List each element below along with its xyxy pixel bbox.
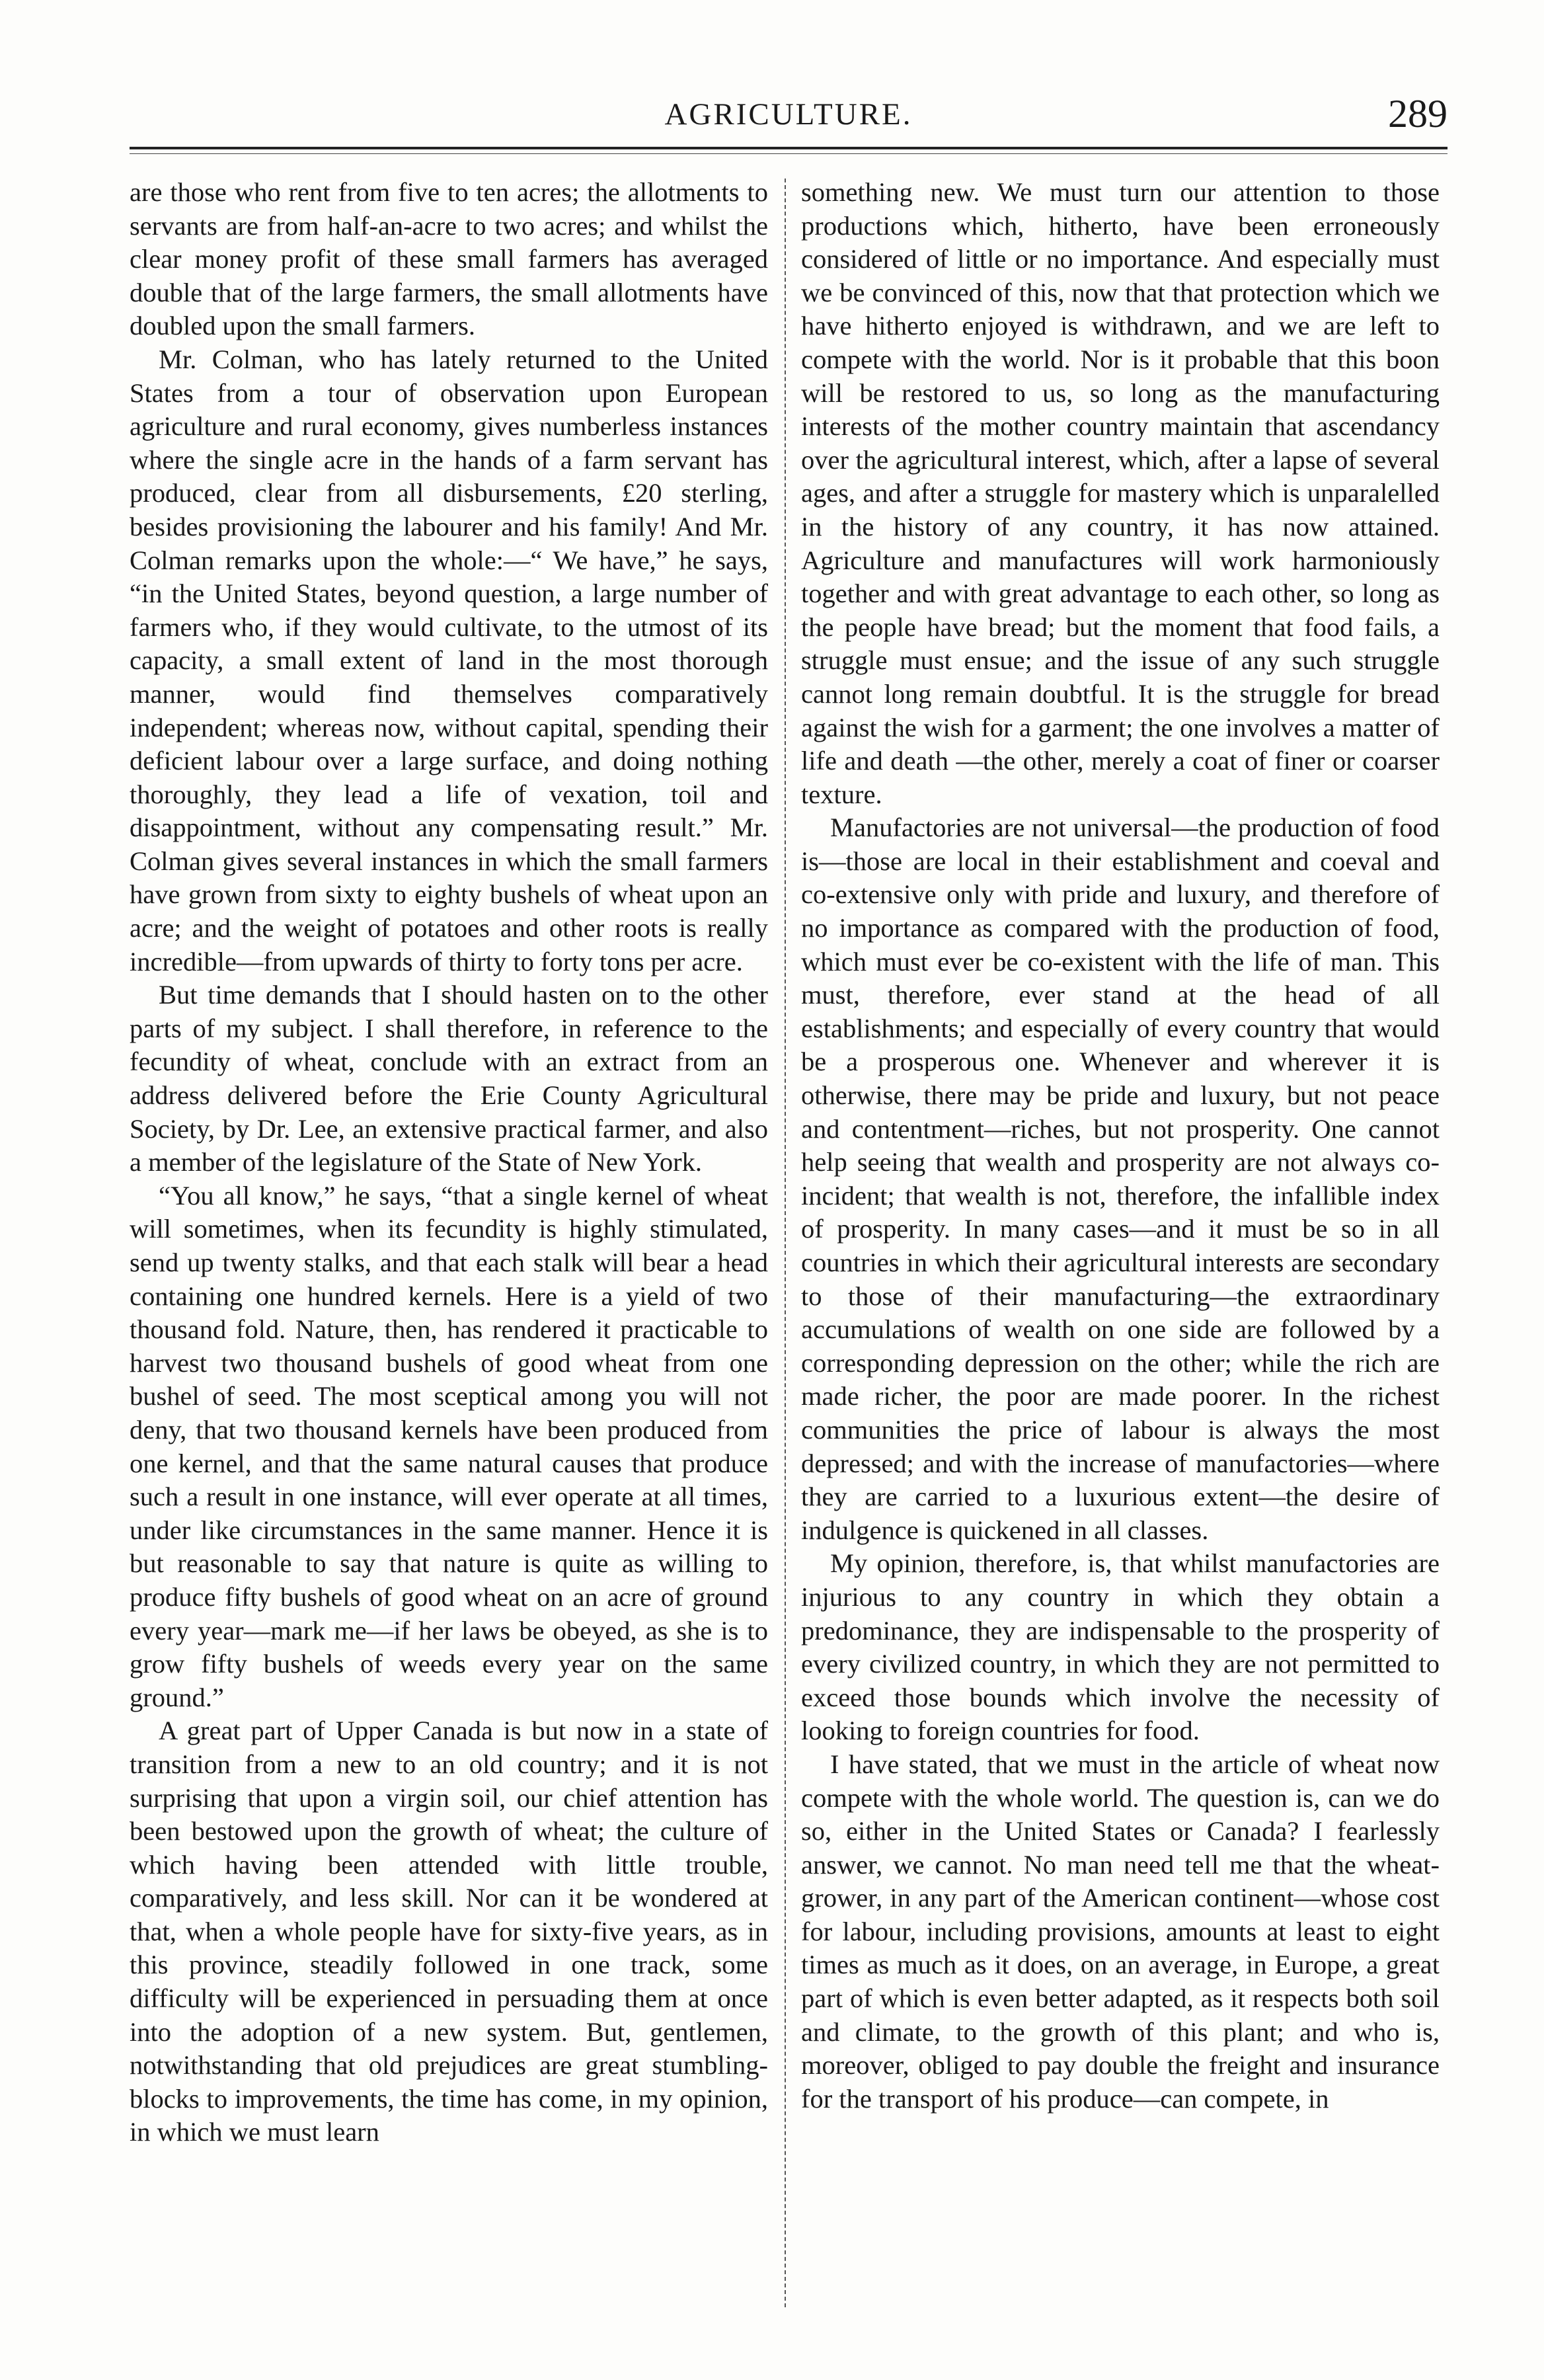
paragraph: But time demands that I should hasten on to the other parts of my subject. I shall therefore, in reference to the fecundity of wheat, conclude with an extract from an address delivered before the Erie County Agricultural Society, by Dr. Lee, an extensive practical farmer, and also a member of the legislature of the State of New York. bbox=[130, 980, 768, 1177]
paragraph: “You all know,” he says, “that a single kernel of wheat will sometimes, when its fecundity is highly stimulated, send up twenty stalks, and that each stalk will bear a head containing one hundred kernels. Here is a yield of two thousand fold. Nature, then, has rendered it practicable to harvest two thousand bushels of good wheat from one bushel of seed. The most sceptical among you will not deny, that two thousand kernels have been produced from one kernel, and that the same natural causes that produce such a result in one instance, will ever operate at all times, under like circumstances in the same manner. Hence it is but reasonable to say that nature is quite as willing to produce fifty bushels of good wheat on an acre of ground every year—mark me—if her laws be obeyed, as she is to grow fifty bushels of weeds every year on the same ground.” bbox=[130, 1180, 768, 1712]
paragraph: My opinion, therefore, is, that whilst manufactories are injurious to any country in which they obtain a predominance, they are indispensable to the prosperity of every civilized country, in which they are not permitted to exceed those bounds which involve the necessity of looking to foreign countries for food. bbox=[801, 1548, 1440, 1746]
left-column bbox=[130, 176, 768, 2311]
paragraph: A great part of Upper Canada is but now in a state of transition from a new to an old country; and it is not surprising that upon a virgin soil, our chief attention has been bestowed upon the growth of wheat; the culture of which having been attended with little trouble, comparatively, and less skill. Nor can it be wondered at that, when a whole people have for sixty-five years, as in this province, steadily followed in one track, some difficulty will be experienced in persuading them at once into the adoption of a new system. But, gentlemen, notwithstanding that old prejudices are great stumbling-blocks to improvements, the time has come, in my opinion, in which we must learn bbox=[130, 1716, 768, 2147]
paragraph: Manufactories are not universal—the production of food is—those are local in their establishment and coeval and co-extensive only with pride and luxury, and therefore of no importance as compared with the production of food, which must ever be co-existent with the life of man. This must, therefore, ever stand at the head of all establishments; and especially of every country that would be a prosperous one. Whenever and wherever it is otherwise, there may be pride and luxury, but not peace and contentment—riches, but not prosperity. One cannot help seeing that wealth and prosperity are not always co-incident; that wealth is not, therefore, the infallible index of prosperity. In many cases—and it must be so in all countries in which their agricultural interests are secondary to those of their manufacturing—the extraordinary accumulations of wealth on one side are followed by a corresponding depression on the other; while the rich are made richer, the poor are made poorer. In the richest communities the price of labour is always the most depressed; and with the increase of manufactories—where they are carried to a luxurious extent—the desire of indulgence is quickened in all classes. bbox=[801, 813, 1440, 1545]
running-head bbox=[130, 91, 1448, 138]
header-rule-thin bbox=[130, 153, 1448, 154]
paragraph: I have stated, that we must in the article of wheat now compete with the whole world. The question is, can we do so, either in the United States or Canada? I fearlessly answer, we cannot. No man need tell me that the wheat-grower, in any part of the American continent—whose cost for labour, including provisions, amounts at least to eight times as much as it does, on an average, in Europe, a great part of which is even better adapted, as it respects both soil and climate, to the growth of this plant; and who is, moreover, obliged to pay double the freight and insurance for the transport of his produce—can compete, in bbox=[801, 1749, 1440, 2114]
running-title: AGRICULTURE. bbox=[664, 97, 913, 132]
column-divider bbox=[785, 178, 786, 2307]
paragraph: are those who rent from five to ten acres; the allotments to servants are from half-an-acre to two acres; and whilst the clear money profit of these small farmers has averaged double that of the large farmers, the small allotments have doubled upon the small farmers. bbox=[130, 177, 768, 341]
header-rule bbox=[130, 147, 1448, 149]
right-column bbox=[801, 176, 1440, 2311]
paragraph: Mr. Colman, who has lately returned to the United States from a tour of observation upon European agriculture and rural economy, gives numberless instances where the single acre in the hands of a farm servant has produced, clear from all disbursements, £20 sterling, besides provisioning the labourer and his family! And Mr. Colman remarks upon the whole:—“ We have,” he says, “in the United States, beyond question, a large number of farmers who, if they would cultivate, to the utmost of its capacity, a small extent of land in the most thorough manner, would find themselves comparatively independent; whereas now, without capital, spending their deficient labour over a large surface, and doing nothing thoroughly, they lead a life of vexation, toil and disappointment, without any compensating result.” Mr. Colman gives several instances in which the small farmers have grown from sixty to eighty bushels of wheat upon an acre; and the weight of potatoes and other roots is really incredible—from upwards of thirty to forty tons per acre. bbox=[130, 344, 768, 976]
paragraph: something new. We must turn our attention to those productions which, hitherto, have been erroneously considered of little or no importance. And especially must we be convinced of this, now that that protection which we have hitherto enjoyed is withdrawn, and we are left to compete with the world. Nor is it probable that this boon will be restored to us, so long as the manufacturing interests of the mother country maintain that ascendancy over the agricultural interest, which, after a lapse of several ages, and after a struggle for mastery which is unparalelled in the history of any country, it has now attained. Agriculture and manufactures will work harmoniously together and with great advantage to each other, so long as the people have bread; but the moment that food fails, a struggle must ensue; and the issue of any such struggle cannot long remain doubtful. It is the struggle for bread against the wish for a garment; the one involves a matter of life and death —the other, merely a coat of finer or coarser texture. bbox=[801, 177, 1440, 809]
page-number: 289 bbox=[1388, 92, 1448, 136]
